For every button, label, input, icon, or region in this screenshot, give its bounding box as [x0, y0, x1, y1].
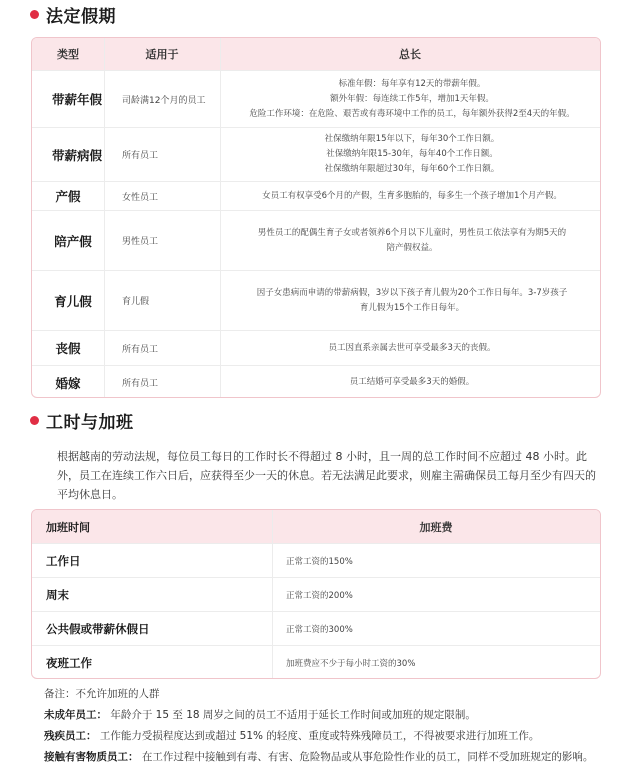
note-group-minor: [44, 707, 614, 724]
bullet-dot-icon: [30, 10, 39, 19]
note-group-label: 未成年员工：: [44, 709, 107, 721]
leave-table-header: [32, 38, 600, 70]
column-divider: [104, 38, 105, 397]
note-group-label: 接触有害物质员工：: [44, 751, 139, 763]
overtime-label: 工作日: [46, 553, 81, 568]
summary-line: 社保缴纳年限超过30年，每年60个工作日额。: [324, 164, 500, 174]
summary-line: 育儿假为15个工作日每年。: [359, 302, 465, 313]
bullet-dot-icon: [30, 416, 39, 425]
overtime-fee: 正常工资的150%: [286, 556, 353, 567]
summary-line: 社保缴纳年限15年以下，每年30个工作日额。: [324, 134, 500, 144]
summary-line: 标准年假：每年享有12天的带薪年假。: [338, 78, 486, 89]
leave-applies: 所有员工: [122, 344, 159, 355]
summary-line: 员工因直系亲属去世可享受最多3天的丧假。: [328, 342, 496, 353]
header-applies: 适用于: [145, 48, 179, 61]
note-group-hazard: [44, 749, 614, 766]
overtime-fee: 加班费应不少于每小时工资的30%: [286, 659, 416, 669]
note-heading: 备注：不允许加班的人群: [44, 688, 160, 700]
leave-summary: [220, 366, 600, 398]
table-row: [32, 645, 600, 679]
leave-applies: 男性员工: [122, 237, 159, 247]
overtime-table-header: [32, 510, 600, 543]
leave-type: 带薪病假: [51, 147, 102, 163]
overtime-label: 夜班工作: [46, 656, 92, 670]
labor-law-paragraph: 根据越南的劳动法规，每位员工每日的工作时长不得超过 8 小时，且一周的总工作时间不应超过 48 小时。此外，员工在连续工作六日后，应获得至少一天的休息。若无法满足此要求，则雇主需确保员工每月至少有四天的平均休息日。: [57, 450, 596, 501]
section-title-text: 法定假期: [46, 7, 116, 27]
table-row: [32, 127, 600, 181]
table-row: [32, 611, 600, 645]
summary-line: 社保缴纳年限15-30年，每年40个工作日额。: [326, 149, 498, 159]
table-row: [32, 270, 600, 330]
column-divider: [272, 510, 273, 678]
leave-applies: 育儿假: [122, 297, 150, 307]
header-type: 类型: [57, 48, 79, 61]
note-group-label: 残疾员工：: [44, 730, 97, 742]
leave-applies: 司龄满12个月的员工: [122, 95, 206, 106]
summary-line: 员工结婚可享受最多3天的婚假。: [349, 377, 475, 387]
summary-line: 男性员工的配偶生育子女或者领养6个月以下儿童时，男性员工依法享有为期5天的: [257, 227, 567, 238]
note-group-text: 年龄介于 15 至 18 周岁之间的员工不适用于延长工作时间或加班的规定限制。: [110, 709, 476, 721]
leave-applies: 女性员工: [122, 192, 159, 203]
table-row: [32, 365, 600, 398]
leave-type: 产假: [55, 189, 81, 204]
overtime-fee: 正常工资的200%: [286, 590, 353, 601]
leave-summary: [220, 331, 600, 365]
summary-line: 危险工作环境：在危险、艰苦或有毒环境中工作的员工，每年额外获得2至4天的年假。: [249, 108, 575, 119]
leave-type: 带薪年假: [51, 92, 102, 107]
leave-applies: 所有员工: [122, 379, 159, 389]
overtime-fee: 正常工资的300%: [286, 624, 353, 635]
section-title-hours: [30, 408, 134, 433]
table-row: [32, 577, 600, 611]
overtime-label: 公共假或带薪休假日: [46, 621, 150, 636]
column-divider: [220, 38, 221, 397]
summary-line: 额外年假：每连续工作5年，增加1天年假。: [330, 93, 494, 104]
header-overtime-fee: 加班费: [419, 520, 453, 534]
header-overtime-time: 加班时间: [46, 520, 90, 534]
leave-type: 丧假: [55, 341, 81, 356]
summary-line: 因子女患病而申请的带薪病假，3岁以下孩子育儿假为20个工作日每年。3-7岁孩子: [256, 287, 568, 298]
summary-line: 女员工有权享受6个月的产假，生育多胞胎的，每多生一个孩子增加1个月产假。: [262, 190, 562, 201]
leave-summary: [220, 71, 600, 127]
leave-applies: 所有员工: [122, 151, 159, 161]
section-title-holidays: [30, 2, 116, 27]
overtime-table: [31, 509, 601, 679]
table-row: [32, 330, 600, 365]
leave-type: 婚嫁: [55, 375, 81, 391]
note-group-text: 工作能力受损程度达到或超过 51% 的轻度、重度或特殊残障员工，不得被要求进行加班工作。: [99, 730, 540, 742]
leave-summary: [220, 182, 600, 210]
table-row: [32, 181, 600, 210]
note-group-disabled: [44, 728, 614, 745]
table-row: [32, 210, 600, 270]
leave-type: 陪产假: [54, 233, 92, 249]
section-title-text: 工时与加班: [46, 413, 134, 433]
table-row: [32, 70, 600, 127]
note-group-text: 在工作过程中接触到有毒、有害、危险物品或从事危险性作业的员工，同样不受加班规定的影响。: [141, 751, 594, 763]
summary-line: 陪产假权益。: [386, 242, 438, 253]
leave-type: 育儿假: [54, 293, 92, 309]
leave-summary: [220, 211, 600, 270]
leave-table: [31, 37, 601, 398]
overtime-label: 周末: [46, 587, 69, 602]
leave-summary: [220, 271, 600, 330]
leave-summary: [220, 128, 600, 181]
header-summary: 总长: [399, 48, 421, 61]
table-row: [32, 543, 600, 577]
